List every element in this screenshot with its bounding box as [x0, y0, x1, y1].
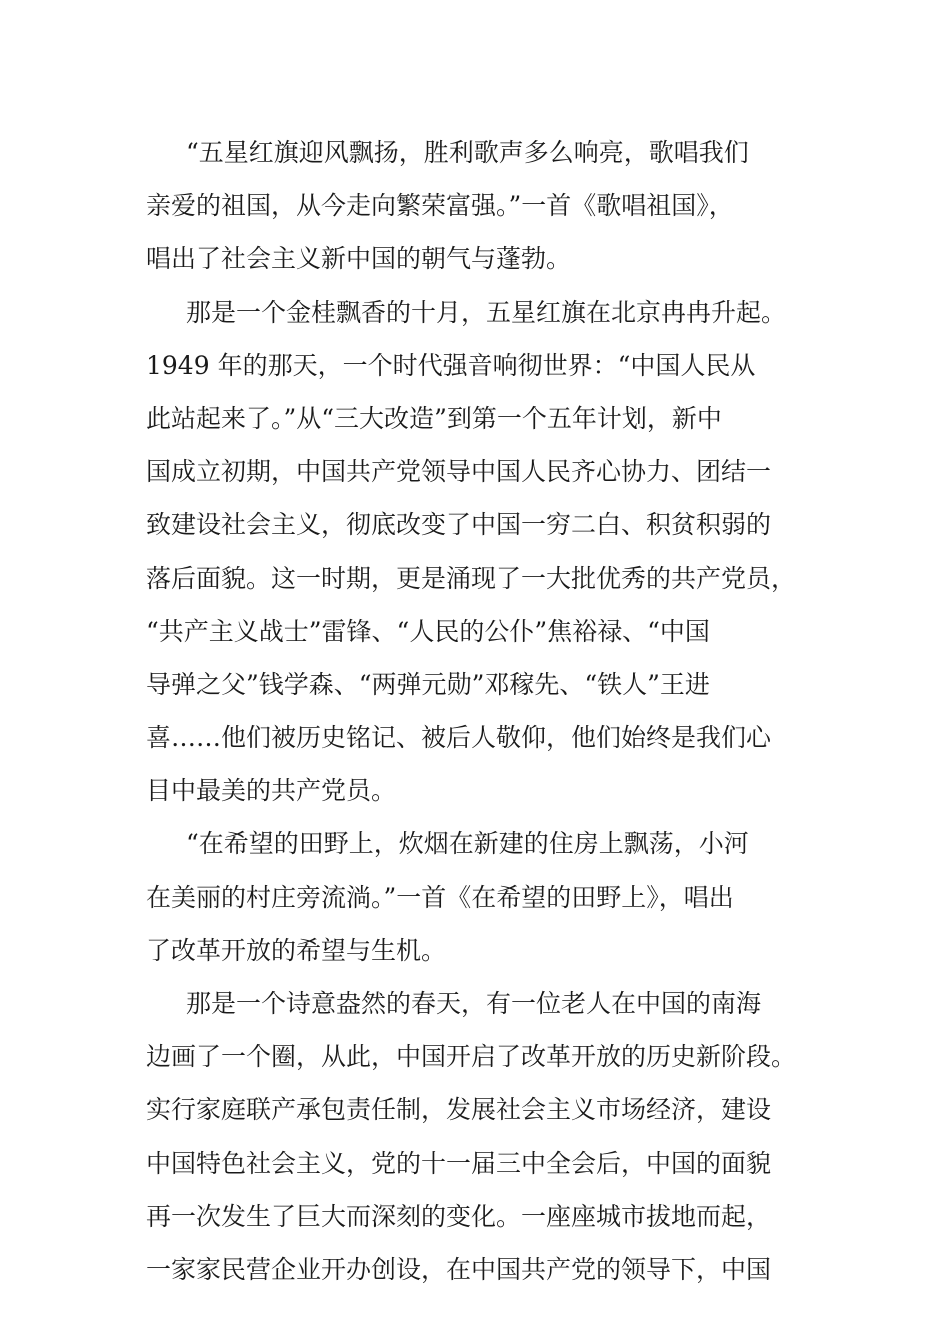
text-line: 在美丽的村庄旁流淌。”一首《在希望的田野上》，唱出 — [146, 882, 734, 912]
text-line: 了改革开放的希望与生机。 — [146, 935, 447, 965]
text-line: 实行家庭联产承包责任制，发展社会主义市场经济，建设 — [146, 1095, 772, 1125]
text-line: 喜……他们被历史铭记、被后人敬仰，他们始终是我们心 — [146, 723, 772, 753]
text-line: 1949 年的那天，一个时代强音响彻世界：“中国人民从 — [146, 350, 756, 380]
text-line: 致建设社会主义，彻底改变了中国一穷二白、积贫积弱的 — [146, 510, 772, 540]
text-line: 再一次发生了巨大而深刻的变化。一座座城市拔地而起， — [146, 1201, 772, 1231]
text-line: 亲爱的祖国，从今走向繁荣富强。”一首《歌唱祖国》， — [146, 191, 734, 221]
text-line: 那是一个诗意盎然的春天，有一位老人在中国的南海 — [186, 989, 762, 1018]
text-line: “在希望的田野上，炊烟在新建的住房上飘荡，小河 — [186, 829, 749, 859]
text-line: 此站起来了。”从“三大改造”到第一个五年计划，新中 — [146, 403, 722, 433]
text-line: 国成立初期，中国共产党领导中国人民齐心协力、团结一 — [146, 457, 772, 487]
text-line: 目中最美的共产党员。 — [146, 776, 397, 806]
text-line: 那是一个金桂飘香的十月，五星红旗在北京冉冉升起。 — [186, 297, 787, 327]
text-line: 落后面貌。这一时期，更是涌现了一大批优秀的共产党员， — [146, 563, 797, 593]
text-line: 导弹之父”钱学森、“两弹元勋”邓稼先、“铁人”王进 — [146, 669, 710, 699]
text-line: 一家家民营企业开办创设，在中国共产党的领导下，中国 — [146, 1254, 772, 1284]
text-line: 边画了一个圈，从此，中国开启了改革开放的历史新阶段。 — [146, 1042, 797, 1072]
text-line: “共产主义战士”雷锋、“人民的公仆”焦裕禄、“中国 — [146, 616, 710, 646]
text-line: “五星红旗迎风飘扬，胜利歌声多么响亮，歌唱我们 — [186, 138, 749, 167]
text-line: 中国特色社会主义，党的十一届三中全会后，中国的面貌 — [146, 1148, 772, 1178]
body-text — [146, 126, 806, 1296]
text-line: 唱出了社会主义新中国的朝气与蓬勃。 — [146, 244, 572, 274]
